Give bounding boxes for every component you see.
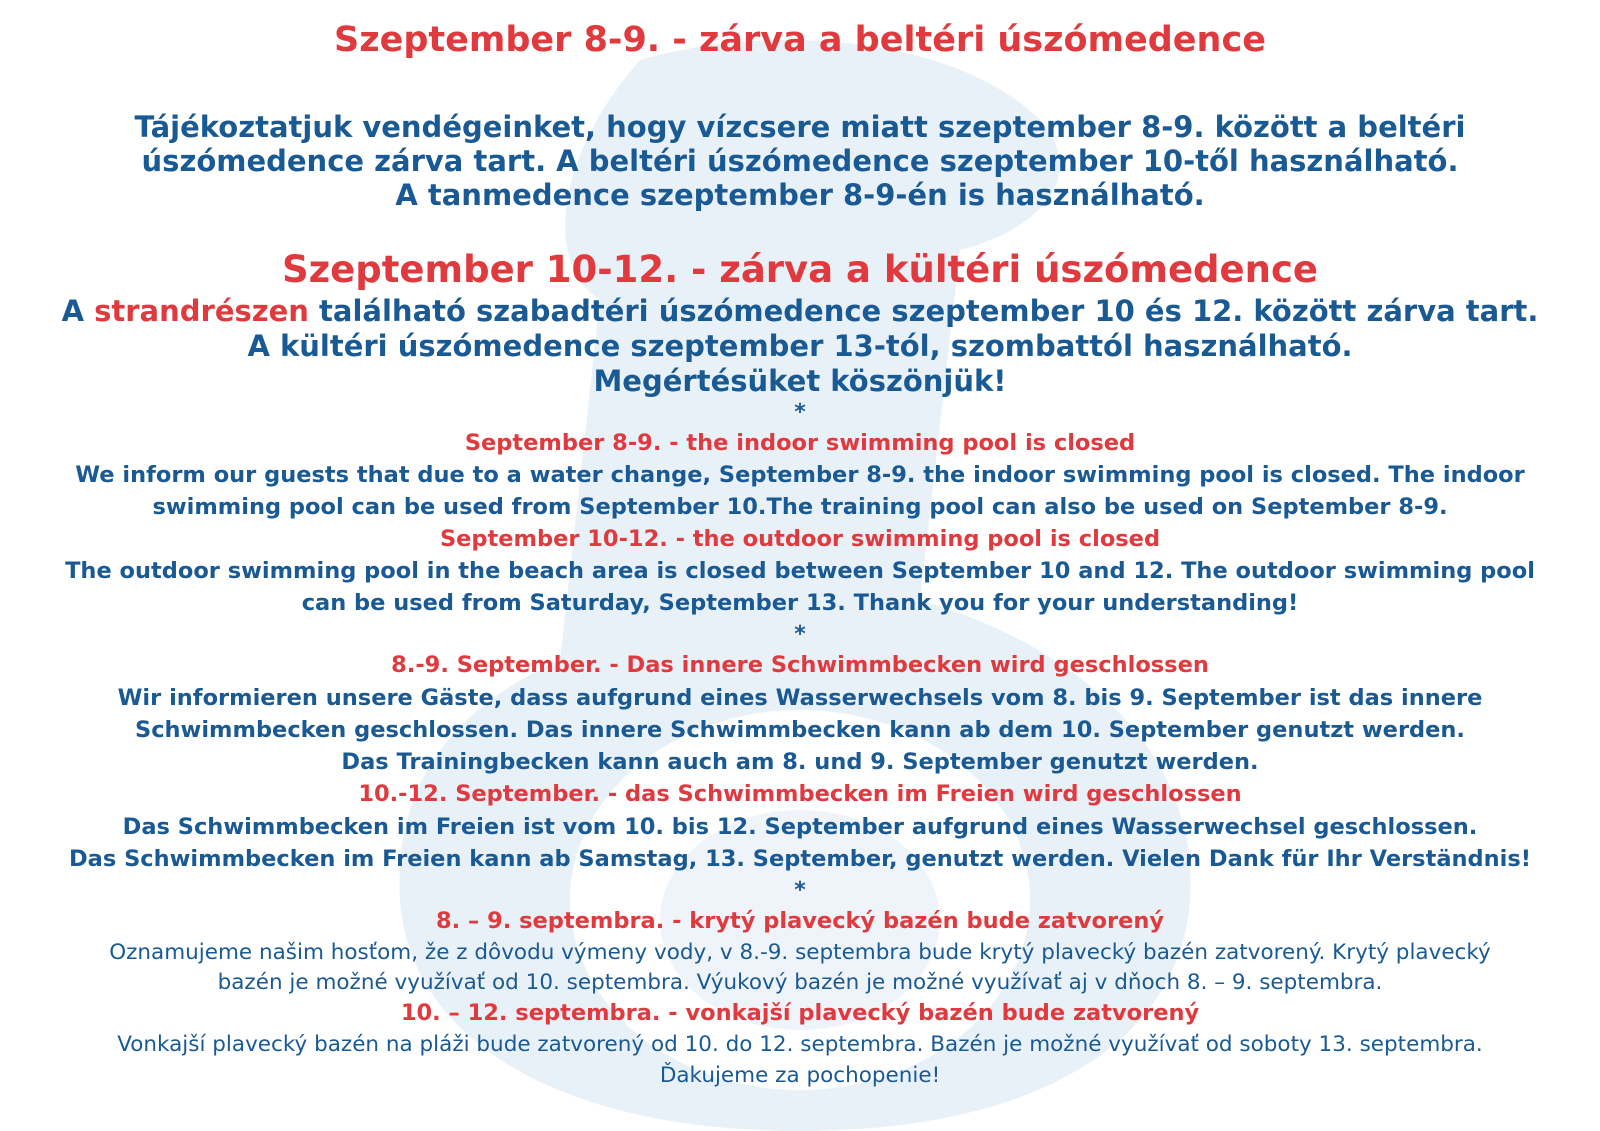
hu-para1-line1: Tájékoztatjuk vendégeinket, hogy vízcsere miatt szeptember 8-9. között a beltéri <box>134 110 1466 144</box>
de-body1-line1: Wir informieren unsere Gäste, dass aufgrund eines Wasserwechsels vom 8. bis 9. September ist das innere <box>117 685 1483 711</box>
en-body1-line2: swimming pool can be used from September 10.The training pool can also be used on September 8-9. <box>152 494 1448 520</box>
separator-3: * <box>794 878 806 903</box>
hu-para2-line1 <box>0 294 1600 328</box>
de-body1-line3: Das Trainingbecken kann auch am 8. und 9. September genutzt werden. <box>341 749 1259 775</box>
de-body2-line2: Das Schwimmbecken im Freien kann ab Samstag, 13. September, genutzt werden. Vielen Dank für Ihr Verständnis! <box>68 846 1532 872</box>
hu-title-indoor: Szeptember 8-9. - zárva a beltéri úszómedence <box>334 20 1266 60</box>
hu-para1-line3: A tanmedence szeptember 8-9-én is használható. <box>395 178 1205 212</box>
en-body2-line1: The outdoor swimming pool in the beach area is closed between September 10 and 12. The outdoor swimming pool <box>65 558 1535 584</box>
sk-heading-outdoor: 10. – 12. septembra. - vonkajší plavecký bazén bude zatvorený <box>400 1000 1200 1026</box>
de-body1-line2: Schwimmbecken geschlossen. Das innere Schwimmbecken kann ab dem 10. September genutzt werden. <box>135 717 1465 743</box>
hu-para2-line3: Megértésüket köszönjük! <box>593 364 1007 398</box>
sk-body1-line1: Oznamujeme našim hosťom, že z dôvodu výmeny vody, v 8.-9. septembra bude krytý plavecký bazén zatvorený. Krytý plavecký <box>109 940 1491 965</box>
hu-para2-line2: A kültéri úszómedence szeptember 13-tól, szombattól használható. <box>247 329 1353 363</box>
en-heading-outdoor: September 10-12. - the outdoor swimming pool is closed <box>439 526 1161 552</box>
hu-title-outdoor: Szeptember 10-12. - zárva a kültéri úszómedence <box>281 248 1319 291</box>
de-body2-line1: Das Schwimmbecken im Freien ist vom 10. bis 12. September aufgrund eines Wasserwechsel geschlossen. <box>122 814 1478 840</box>
separator-1: * <box>794 400 806 425</box>
sk-body1-line2: bazén je možné využívať od 10. septembra. Výukový bazén je možné využívať aj v dňoch 8. – 9. septembra. <box>217 970 1383 995</box>
en-heading-indoor: September 8-9. - the indoor swimming pool is closed <box>464 430 1136 456</box>
hu-para2-highlight: strandrészen <box>94 294 309 328</box>
sk-body2-line2: Ďakujeme za pochopenie! <box>659 1063 941 1088</box>
de-heading-outdoor: 10.-12. September. - das Schwimmbecken im Freien wird geschlossen <box>358 781 1242 807</box>
en-body2-line2: can be used from Saturday, September 13. Thank you for your understanding! <box>301 590 1299 616</box>
sk-body2-line1: Vonkajší plavecký bazén na pláži bude zatvorený od 10. do 12. septembra. Bazén je možné využívať od soboty 13. septembra. <box>117 1032 1483 1057</box>
en-body1-line1: We inform our guests that due to a water change, September 8-9. the indoor swimming pool is closed. The indoor <box>75 462 1525 488</box>
de-heading-indoor: 8.-9. September. - Das innere Schwimmbecken wird geschlossen <box>391 652 1209 678</box>
sk-heading-indoor: 8. – 9. septembra. - krytý plavecký bazén bude zatvorený <box>435 908 1165 934</box>
separator-2: * <box>794 622 806 647</box>
hu-para1-line2: úszómedence zárva tart. A beltéri úszómedence szeptember 10-től használható. <box>141 144 1459 178</box>
hu-para2-prefix: A <box>61 294 95 328</box>
hu-para2-suffix: található szabadtéri úszómedence szeptember 10 és 12. között zárva tart. <box>308 294 1539 328</box>
